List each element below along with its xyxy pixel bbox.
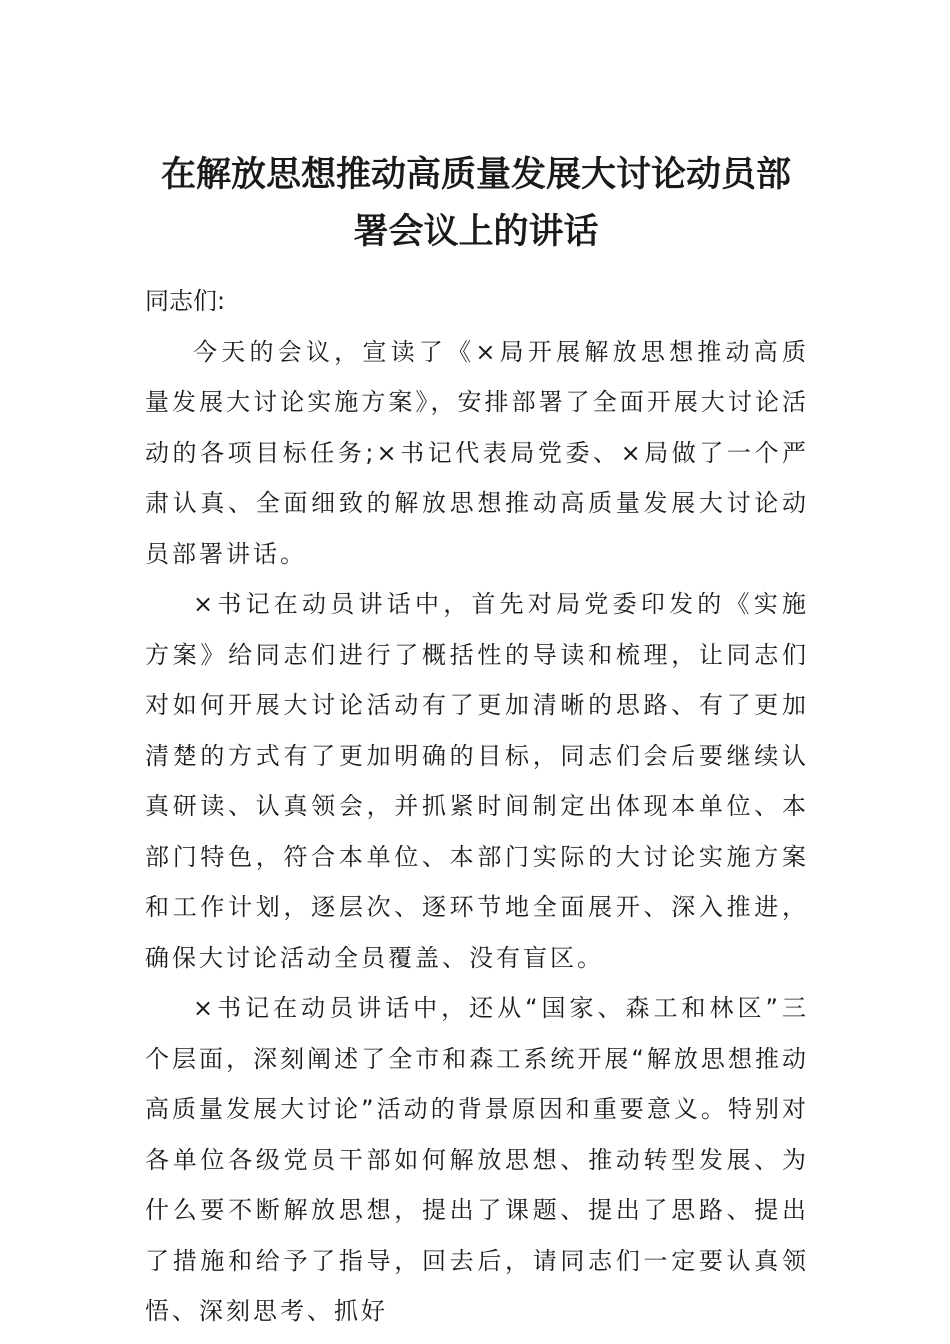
paragraph-3: ×书记在动员讲话中，还从“国家、森工和林区”三个层面，深刻阐述了全市和森工系统开展“解放思想推动高质量发展大讨论”活动的背景原因和重要意义。特别对各单位各级党员干部如何解放思想、推动转型发展、为什么要不断解放思想，提出了课题、提出了思路、提出了措施和给予了指导，回去后，请同志们一定要认真领悟、深刻思考、抓好 <box>145 994 809 1325</box>
document-body <box>145 276 809 1337</box>
document-title: 在解放思想推动高质量发展大讨论动员部署会议上的讲话 <box>160 154 791 252</box>
paragraph-2: ×书记在动员讲话中，首先对局党委印发的《实施方案》给同志们进行了概括性的导读和梳理，让同志们对如何开展大讨论活动有了更加清晰的思路、有了更加清楚的方式有了更加明确的目标，同志们会后要继续认真研读、认真领会，并抓紧时间制定出体现本单位、本部门特色，符合本单位、本部门实际的大讨论实施方案和工作计划，逐层次、逐环节地全面展开、深入推进，确保大讨论活动全员覆盖、没有盲区。 <box>145 590 809 972</box>
greeting: 同志们: <box>145 287 226 315</box>
paragraph-1: 今天的会议，宣读了《×局开展解放思想推动高质量发展大讨论实施方案》，安排部署了全面开展大讨论活动的各项目标任务;×书记代表局党委、×局做了一个严肃认真、全面细致的解放思想推动高质量发展大讨论动员部署讲话。 <box>145 337 809 568</box>
